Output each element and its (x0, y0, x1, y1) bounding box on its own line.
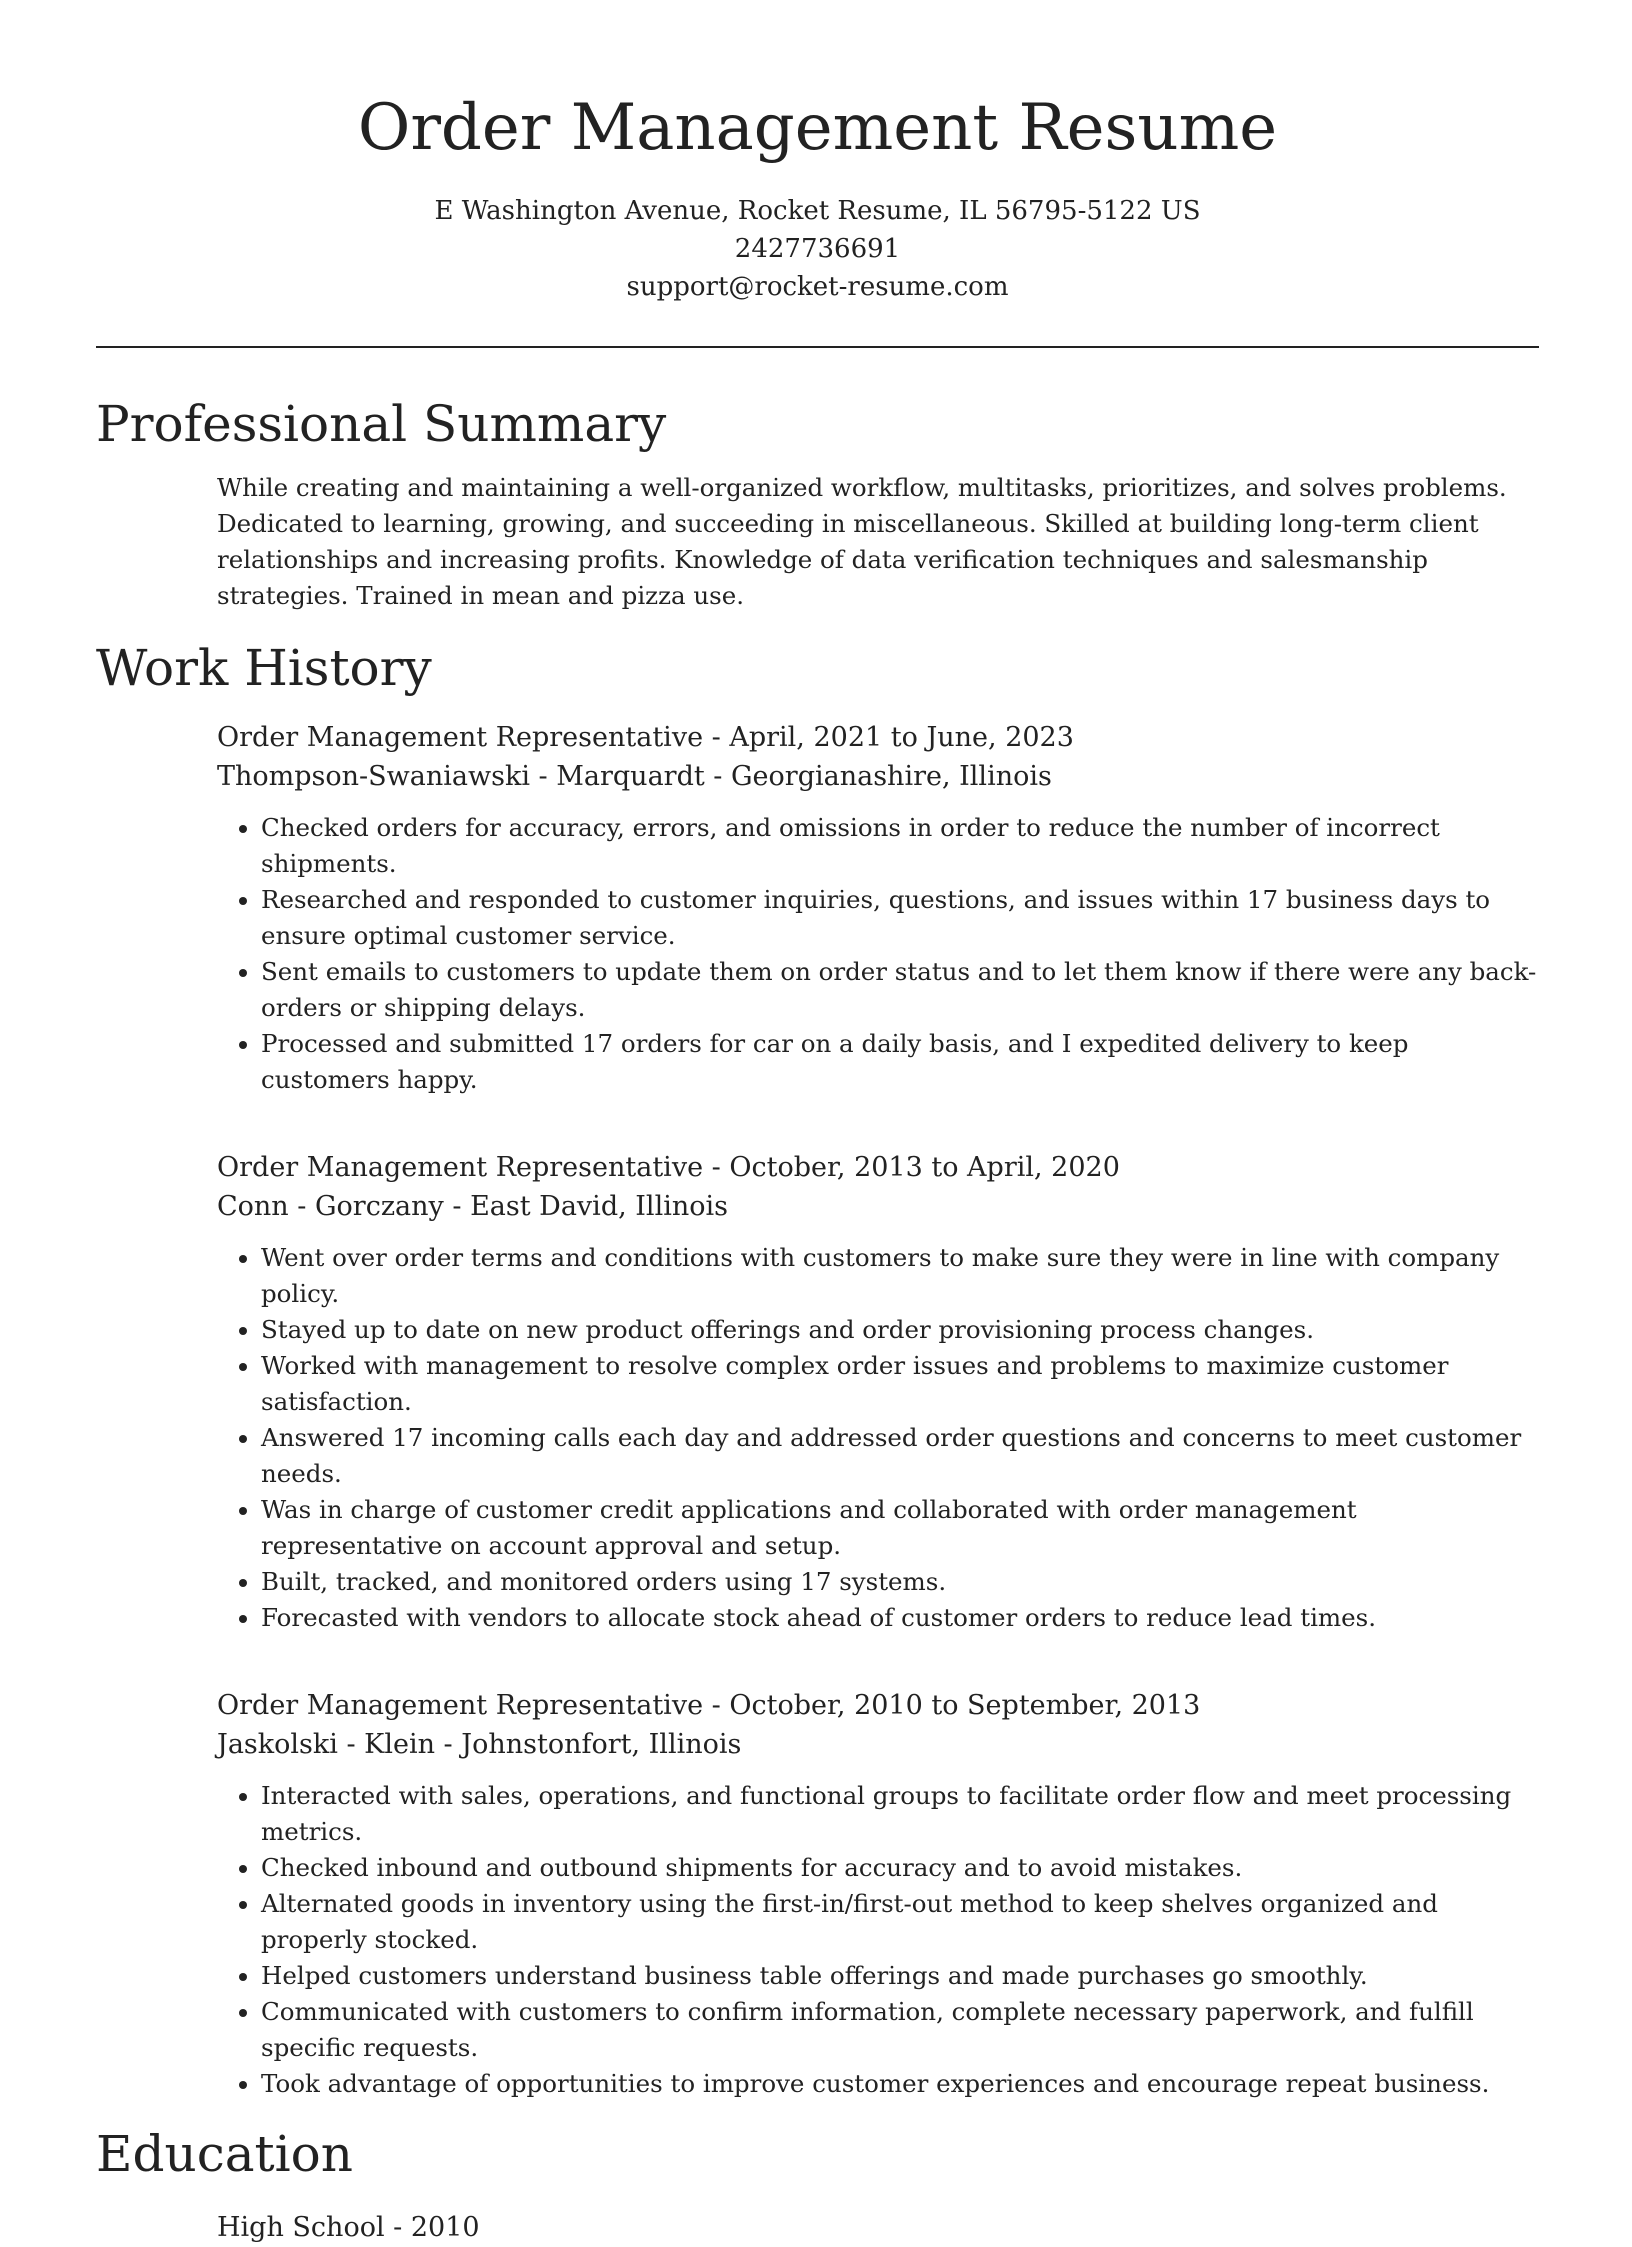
job-title-line: Order Management Representative - April, 2021 to June, 2023 (217, 722, 1074, 753)
job-title-line: Order Management Representative - October, 2010 to September, 2013 (217, 1690, 1201, 1721)
list-item: • Built, tracked, and monitored orders using 17 systems. (261, 1564, 1541, 1600)
list-item: • Forecasted with vendors to allocate stock ahead of customer orders to reduce lead times. (261, 1600, 1541, 1636)
list-item: • Alternated goods in inventory using the first-in/first-out method to keep shelves organized and properly stocked. (261, 1886, 1541, 1958)
list-item: • Communicated with customers to confirm information, complete necessary paperwork, and fulfill specific requests. (261, 1994, 1541, 2066)
list-item: • Researched and responded to customer inquiries, questions, and issues within 17 business days to ensure optimal customer service. (261, 882, 1541, 954)
contact-phone: 2427736691 (734, 234, 901, 264)
list-item: • Interacted with sales, operations, and functional groups to facilitate order flow and meet processing metrics. (261, 1778, 1541, 1850)
job-title-line: Order Management Representative - October, 2013 to April, 2020 (217, 1152, 1120, 1183)
job-entry-1 (217, 718, 1539, 1098)
summary-heading: Professional Summary (96, 395, 667, 453)
education-heading: Education (96, 2125, 353, 2183)
list-item: • Worked with management to resolve complex order issues and problems to maximize customer satisfaction. (261, 1348, 1541, 1420)
job-bullets (217, 810, 1541, 1098)
resume-title: Order Management Resume (357, 91, 1278, 165)
resume-header (96, 0, 1539, 306)
list-item: • Was in charge of customer credit applications and collaborated with order management representative on account approval and setup. (261, 1492, 1541, 1564)
work-history-heading: Work History (96, 639, 432, 697)
list-item: • Took advantage of opportunities to improve customer experiences and encourage repeat business. (261, 2066, 1541, 2102)
education-entry: High School - 2010 (217, 2212, 480, 2243)
list-item: • Went over order terms and conditions with customers to make sure they were in line with company policy. (261, 1240, 1541, 1312)
summary-text: While creating and maintaining a well-organized workflow, multitasks, prioritizes, and solves problems. Dedicated to learning, growing, and succeeding in miscellaneous. Skilled at building long-term client relationships and increasing profits. Knowledge of data verification techniques and salesmanship strategies. Trained in mean and pizza use. (217, 473, 1507, 610)
summary-section (217, 470, 1539, 614)
contact-address: E Washington Avenue, Rocket Resume, IL 56795-5122 US (434, 196, 1201, 226)
job-bullets (217, 1240, 1541, 1636)
contact-email: support@rocket-resume.com (626, 272, 1009, 302)
job-company-line: Thompson-Swaniawski - Marquardt - Georgianashire, Illinois (217, 761, 1052, 792)
job-entry-3 (217, 1686, 1539, 2102)
list-item: • Helped customers understand business table offerings and made purchases go smoothly. (261, 1958, 1541, 1994)
list-item: • Checked inbound and outbound shipments for accuracy and to avoid mistakes. (261, 1850, 1541, 1886)
list-item: • Sent emails to customers to update them on order status and to let them know if there were any back-orders or shipping delays. (261, 954, 1541, 1026)
resume-page (96, 0, 1539, 2247)
list-item: • Stayed up to date on new product offerings and order provisioning process changes. (261, 1312, 1541, 1348)
list-item: • Processed and submitted 17 orders for car on a daily basis, and I expedited delivery to keep customers happy. (261, 1026, 1541, 1098)
list-item: • Checked orders for accuracy, errors, and omissions in order to reduce the number of incorrect shipments. (261, 810, 1541, 882)
header-divider (96, 346, 1539, 348)
list-item: • Answered 17 incoming calls each day and addressed order questions and concerns to meet customer needs. (261, 1420, 1541, 1492)
job-company-line: Jaskolski - Klein - Johnstonfort, Illinois (217, 1729, 742, 1760)
education-section (217, 2208, 1539, 2247)
job-company-line: Conn - Gorczany - East David, Illinois (217, 1191, 728, 1222)
work-history-section (217, 718, 1539, 2102)
job-bullets (217, 1778, 1541, 2102)
job-entry-2 (217, 1148, 1539, 1636)
